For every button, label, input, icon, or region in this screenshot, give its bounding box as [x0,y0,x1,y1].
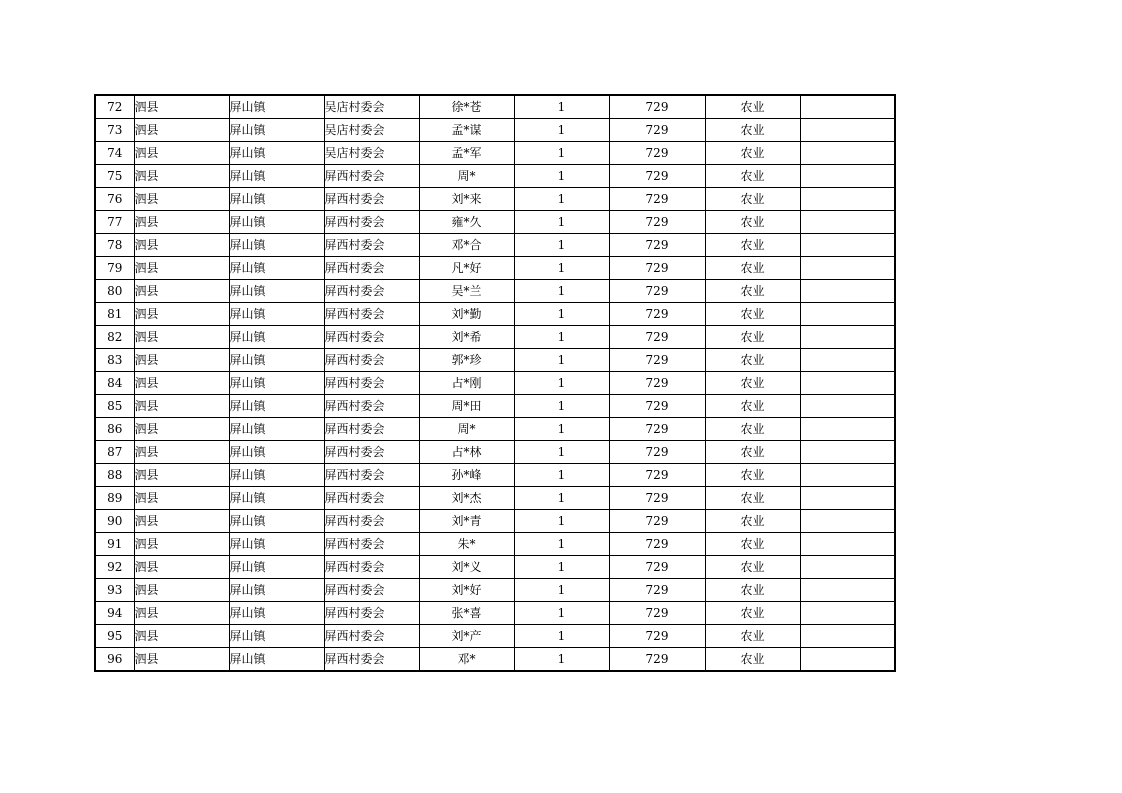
town-cell: 屏山镇 [229,648,324,672]
note-cell [800,119,895,142]
type-cell: 农业 [705,257,800,280]
table-row [95,579,895,602]
village-cell: 屏西村委会 [324,234,419,257]
note-cell [800,648,895,672]
village-cell: 屏西村委会 [324,349,419,372]
note-cell [800,280,895,303]
type-cell: 农业 [705,372,800,395]
county-cell: 泗县 [134,625,229,648]
county-cell: 泗县 [134,395,229,418]
table-row [95,165,895,188]
row-number: 72 [95,95,134,119]
table-row [95,533,895,556]
amount-cell: 729 [609,625,705,648]
amount-cell: 729 [609,533,705,556]
note-cell [800,211,895,234]
note-cell [800,372,895,395]
table-row [95,349,895,372]
village-cell: 吴店村委会 [324,95,419,119]
village-cell: 屏西村委会 [324,602,419,625]
type-cell: 农业 [705,165,800,188]
type-cell: 农业 [705,349,800,372]
note-cell [800,234,895,257]
person-name-cell: 邓* [419,648,514,672]
amount-cell: 729 [609,119,705,142]
village-cell: 屏西村委会 [324,625,419,648]
amount-cell: 729 [609,441,705,464]
person-name-cell: 孟*军 [419,142,514,165]
row-number: 88 [95,464,134,487]
person-name-cell: 占*林 [419,441,514,464]
amount-cell: 729 [609,142,705,165]
village-cell: 屏西村委会 [324,556,419,579]
amount-cell: 729 [609,579,705,602]
town-cell: 屏山镇 [229,418,324,441]
town-cell: 屏山镇 [229,119,324,142]
count-cell: 1 [514,556,609,579]
row-number: 95 [95,625,134,648]
town-cell: 屏山镇 [229,211,324,234]
table-row [95,441,895,464]
person-name-cell: 刘*希 [419,326,514,349]
count-cell: 1 [514,119,609,142]
amount-cell: 729 [609,95,705,119]
amount-cell: 729 [609,395,705,418]
amount-cell: 729 [609,303,705,326]
county-cell: 泗县 [134,188,229,211]
table-row [95,395,895,418]
person-name-cell: 徐*苍 [419,95,514,119]
town-cell: 屏山镇 [229,188,324,211]
type-cell: 农业 [705,280,800,303]
town-cell: 屏山镇 [229,257,324,280]
row-number: 76 [95,188,134,211]
row-number: 74 [95,142,134,165]
village-cell: 屏西村委会 [324,395,419,418]
note-cell [800,188,895,211]
village-cell: 屏西村委会 [324,510,419,533]
type-cell: 农业 [705,556,800,579]
count-cell: 1 [514,211,609,234]
amount-cell: 729 [609,234,705,257]
person-name-cell: 朱* [419,533,514,556]
type-cell: 农业 [705,533,800,556]
type-cell: 农业 [705,625,800,648]
count-cell: 1 [514,326,609,349]
table-row [95,326,895,349]
count-cell: 1 [514,395,609,418]
row-number: 73 [95,119,134,142]
note-cell [800,303,895,326]
note-cell [800,625,895,648]
note-cell [800,257,895,280]
count-cell: 1 [514,349,609,372]
village-cell: 屏西村委会 [324,211,419,234]
town-cell: 屏山镇 [229,142,324,165]
note-cell [800,556,895,579]
row-number: 82 [95,326,134,349]
note-cell [800,165,895,188]
village-cell: 屏西村委会 [324,464,419,487]
count-cell: 1 [514,372,609,395]
county-cell: 泗县 [134,280,229,303]
village-cell: 屏西村委会 [324,257,419,280]
table-row [95,95,895,119]
town-cell: 屏山镇 [229,441,324,464]
town-cell: 屏山镇 [229,165,324,188]
row-number: 75 [95,165,134,188]
county-cell: 泗县 [134,556,229,579]
count-cell: 1 [514,510,609,533]
amount-cell: 729 [609,372,705,395]
person-name-cell: 占*刚 [419,372,514,395]
note-cell [800,602,895,625]
person-name-cell: 孟*谋 [419,119,514,142]
type-cell: 农业 [705,95,800,119]
amount-cell: 729 [609,257,705,280]
table-row [95,303,895,326]
note-cell [800,510,895,533]
county-cell: 泗县 [134,257,229,280]
row-number: 78 [95,234,134,257]
county-cell: 泗县 [134,165,229,188]
person-name-cell: 刘*青 [419,510,514,533]
county-cell: 泗县 [134,326,229,349]
count-cell: 1 [514,533,609,556]
count-cell: 1 [514,257,609,280]
row-number: 81 [95,303,134,326]
village-cell: 屏西村委会 [324,165,419,188]
village-cell: 吴店村委会 [324,142,419,165]
row-number: 79 [95,257,134,280]
count-cell: 1 [514,602,609,625]
row-number: 90 [95,510,134,533]
village-cell: 屏西村委会 [324,372,419,395]
amount-cell: 729 [609,280,705,303]
count-cell: 1 [514,188,609,211]
note-cell [800,326,895,349]
person-name-cell: 张*喜 [419,602,514,625]
type-cell: 农业 [705,602,800,625]
type-cell: 农业 [705,579,800,602]
count-cell: 1 [514,579,609,602]
row-number: 84 [95,372,134,395]
person-name-cell: 吴*兰 [419,280,514,303]
note-cell [800,487,895,510]
village-cell: 屏西村委会 [324,303,419,326]
type-cell: 农业 [705,142,800,165]
row-number: 83 [95,349,134,372]
count-cell: 1 [514,464,609,487]
count-cell: 1 [514,280,609,303]
table-row [95,556,895,579]
note-cell [800,464,895,487]
amount-cell: 729 [609,648,705,672]
person-name-cell: 周* [419,418,514,441]
row-number: 77 [95,211,134,234]
amount-cell: 729 [609,188,705,211]
row-number: 89 [95,487,134,510]
town-cell: 屏山镇 [229,303,324,326]
note-cell [800,441,895,464]
county-cell: 泗县 [134,349,229,372]
count-cell: 1 [514,165,609,188]
person-name-cell: 郭*珍 [419,349,514,372]
count-cell: 1 [514,234,609,257]
person-name-cell: 刘*勤 [419,303,514,326]
county-cell: 泗县 [134,303,229,326]
row-number: 85 [95,395,134,418]
county-cell: 泗县 [134,510,229,533]
county-cell: 泗县 [134,211,229,234]
count-cell: 1 [514,487,609,510]
town-cell: 屏山镇 [229,326,324,349]
type-cell: 农业 [705,234,800,257]
type-cell: 农业 [705,648,800,672]
row-number: 94 [95,602,134,625]
person-name-cell: 刘*好 [419,579,514,602]
town-cell: 屏山镇 [229,510,324,533]
table-row [95,280,895,303]
county-cell: 泗县 [134,418,229,441]
table-row [95,372,895,395]
count-cell: 1 [514,142,609,165]
type-cell: 农业 [705,418,800,441]
amount-cell: 729 [609,602,705,625]
table-row [95,234,895,257]
note-cell [800,142,895,165]
count-cell: 1 [514,648,609,672]
note-cell [800,395,895,418]
table-row [95,648,895,672]
county-cell: 泗县 [134,487,229,510]
amount-cell: 729 [609,326,705,349]
person-name-cell: 孙*峰 [419,464,514,487]
note-cell [800,418,895,441]
amount-cell: 729 [609,211,705,234]
county-cell: 泗县 [134,533,229,556]
amount-cell: 729 [609,349,705,372]
town-cell: 屏山镇 [229,372,324,395]
data-table [94,94,896,672]
person-name-cell: 刘*产 [419,625,514,648]
table-row [95,510,895,533]
row-number: 92 [95,556,134,579]
table-row [95,487,895,510]
town-cell: 屏山镇 [229,464,324,487]
table-row [95,211,895,234]
person-name-cell: 刘*杰 [419,487,514,510]
person-name-cell: 周*田 [419,395,514,418]
type-cell: 农业 [705,441,800,464]
town-cell: 屏山镇 [229,234,324,257]
amount-cell: 729 [609,510,705,533]
village-cell: 屏西村委会 [324,648,419,672]
note-cell [800,95,895,119]
town-cell: 屏山镇 [229,487,324,510]
row-number: 93 [95,579,134,602]
county-cell: 泗县 [134,579,229,602]
count-cell: 1 [514,418,609,441]
table-row [95,602,895,625]
type-cell: 农业 [705,303,800,326]
type-cell: 农业 [705,395,800,418]
count-cell: 1 [514,303,609,326]
table-row [95,257,895,280]
county-cell: 泗县 [134,119,229,142]
town-cell: 屏山镇 [229,395,324,418]
note-cell [800,533,895,556]
table-row [95,625,895,648]
county-cell: 泗县 [134,234,229,257]
village-cell: 屏西村委会 [324,441,419,464]
count-cell: 1 [514,625,609,648]
count-cell: 1 [514,441,609,464]
type-cell: 农业 [705,326,800,349]
village-cell: 屏西村委会 [324,418,419,441]
note-cell [800,349,895,372]
amount-cell: 729 [609,464,705,487]
row-number: 87 [95,441,134,464]
village-cell: 屏西村委会 [324,487,419,510]
town-cell: 屏山镇 [229,533,324,556]
amount-cell: 729 [609,165,705,188]
county-cell: 泗县 [134,648,229,672]
count-cell: 1 [514,95,609,119]
row-number: 91 [95,533,134,556]
person-name-cell: 雍*久 [419,211,514,234]
town-cell: 屏山镇 [229,602,324,625]
village-cell: 屏西村委会 [324,280,419,303]
amount-cell: 729 [609,418,705,441]
table-row [95,188,895,211]
village-cell: 屏西村委会 [324,579,419,602]
county-cell: 泗县 [134,372,229,395]
town-cell: 屏山镇 [229,625,324,648]
type-cell: 农业 [705,188,800,211]
type-cell: 农业 [705,487,800,510]
note-cell [800,579,895,602]
county-cell: 泗县 [134,602,229,625]
county-cell: 泗县 [134,464,229,487]
row-number: 86 [95,418,134,441]
county-cell: 泗县 [134,95,229,119]
table-row [95,418,895,441]
type-cell: 农业 [705,211,800,234]
village-cell: 吴店村委会 [324,119,419,142]
person-name-cell: 刘*来 [419,188,514,211]
type-cell: 农业 [705,510,800,533]
county-cell: 泗县 [134,441,229,464]
county-cell: 泗县 [134,142,229,165]
row-number: 80 [95,280,134,303]
amount-cell: 729 [609,487,705,510]
village-cell: 屏西村委会 [324,533,419,556]
town-cell: 屏山镇 [229,556,324,579]
town-cell: 屏山镇 [229,349,324,372]
type-cell: 农业 [705,119,800,142]
type-cell: 农业 [705,464,800,487]
town-cell: 屏山镇 [229,95,324,119]
town-cell: 屏山镇 [229,280,324,303]
person-name-cell: 周* [419,165,514,188]
town-cell: 屏山镇 [229,579,324,602]
person-name-cell: 刘*义 [419,556,514,579]
table-row [95,119,895,142]
row-number: 96 [95,648,134,672]
table-row [95,464,895,487]
person-name-cell: 凡*好 [419,257,514,280]
table-body [95,95,895,671]
village-cell: 屏西村委会 [324,188,419,211]
amount-cell: 729 [609,556,705,579]
table-row [95,142,895,165]
village-cell: 屏西村委会 [324,326,419,349]
person-name-cell: 邓*合 [419,234,514,257]
